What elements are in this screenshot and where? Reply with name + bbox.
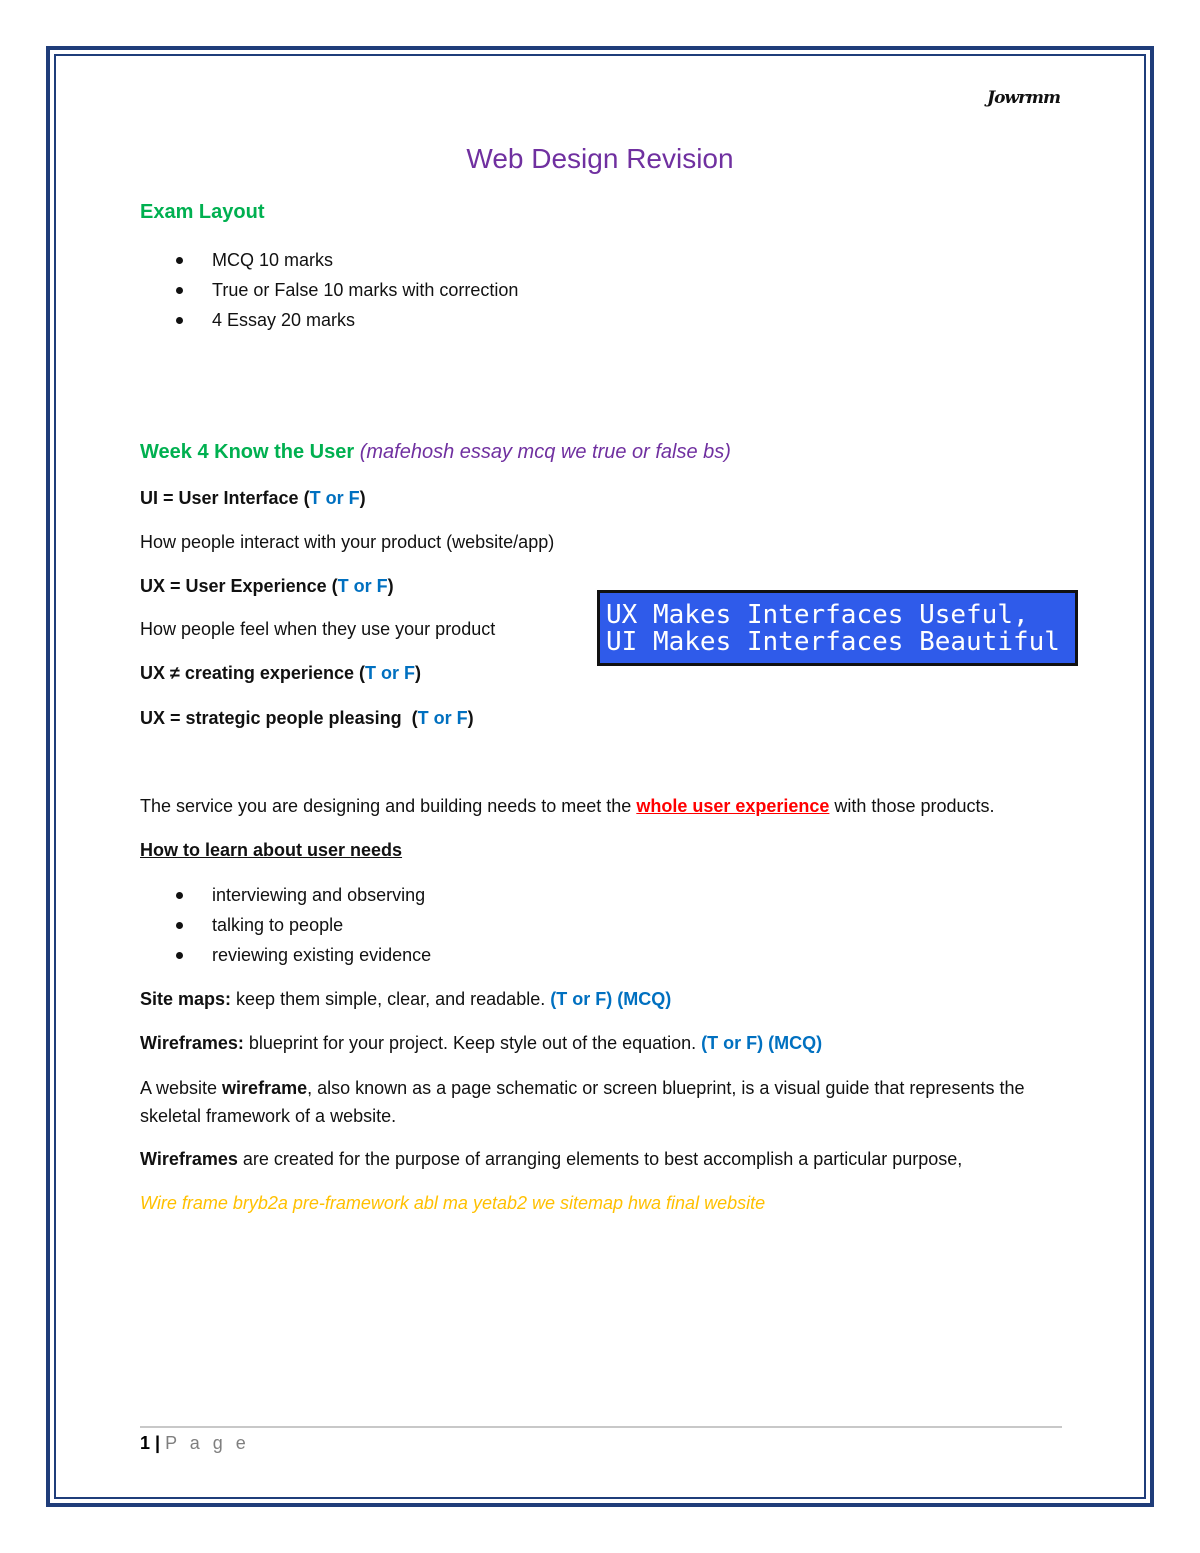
paragraph-text: A website [140,1078,223,1098]
list-item: talking to people [140,910,431,940]
paren: ) [414,663,421,683]
service-text: The service you are designing and building needs to meet the [140,796,637,816]
website-wireframe-paragraph [140,1074,1070,1130]
paren: ) [387,576,394,596]
ux-description: How people feel when they use your product [140,619,496,639]
site-maps-label: Site maps: [140,989,232,1009]
ui-definition-text: UI = User Interface ( [140,488,310,508]
learn-list [140,880,431,970]
list-item: True or False 10 marks with correction [140,275,518,305]
tf-tag: T or F [417,708,468,728]
paragraph-text: , also known as a page schematic or screen blueprint, is a visual guide that represents the skeletal framework of a website. [140,1078,1025,1126]
wireframes-line [140,1033,822,1054]
page-number: 1 [140,1433,151,1453]
wireframes-purpose [140,1149,962,1170]
week4-heading-line [140,441,731,464]
exam-layout-heading: Exam Layout [140,201,265,223]
page-footer [140,1433,250,1454]
ux-strategic [140,708,474,729]
site-maps-text: keep them simple, clear, and readable. [231,989,551,1009]
footer-separator: | [150,1433,166,1453]
paragraph-text: are created for the purpose of arranging elements to best accomplish a particular purpose, [237,1149,963,1169]
ux-strategic-text: UX = strategic people pleasing ( [140,708,418,728]
week4-note: (mafehosh essay mcq we true or false bs) [359,441,731,463]
ux-ui-callout-image [597,590,1078,666]
ui-description: How people interact with your product (website/app) [140,532,555,552]
tf-mcq-tag: (T or F) (MCQ) [550,989,672,1009]
callout-line-1: UX Makes Interfaces Useful, [606,600,1029,630]
paren: ) [467,708,474,728]
footer-divider [140,1426,1062,1428]
whole-user-experience-highlight: whole user experience [636,796,830,816]
site-maps-line [140,989,671,1010]
ux-definition-text: UX = User Experience ( [140,576,338,596]
tf-tag: T or F [309,488,360,508]
wireframes-text: blueprint for your project. Keep style out of the equation. [243,1033,702,1053]
list-item: MCQ 10 marks [140,245,518,275]
tf-mcq-tag: (T or F) (MCQ) [701,1033,823,1053]
wireframes-label: Wireframes: [140,1033,244,1053]
wireframes-term: Wireframes [140,1149,238,1169]
list-item: 4 Essay 20 marks [140,305,518,335]
week4-heading: Week 4 Know the User [140,441,355,463]
exam-layout-list [140,245,518,335]
list-item: interviewing and observing [140,880,431,910]
tf-tag: T or F [364,663,415,683]
ui-definition [140,488,366,509]
ux-not-creating [140,663,421,684]
document-title: Web Design Revision [466,143,734,174]
ux-definition [140,576,394,597]
header-signature: Jowrmm [987,88,1060,108]
wireframe-note: Wire frame bryb2a pre-framework abl ma yetab2 we sitemap hwa final website [140,1193,766,1213]
list-item: reviewing existing evidence [140,940,431,970]
ux-not-creating-text: UX ≠ creating experience ( [140,663,365,683]
wireframe-term: wireframe [222,1078,308,1098]
paren: ) [359,488,366,508]
learn-heading: How to learn about user needs [140,840,403,860]
page-word: P a g e [165,1433,250,1453]
service-statement [140,796,995,817]
tf-tag: T or F [337,576,388,596]
callout-line-2: UI Makes Interfaces Beautiful [606,627,1060,657]
service-text-end: with those products. [829,796,995,816]
